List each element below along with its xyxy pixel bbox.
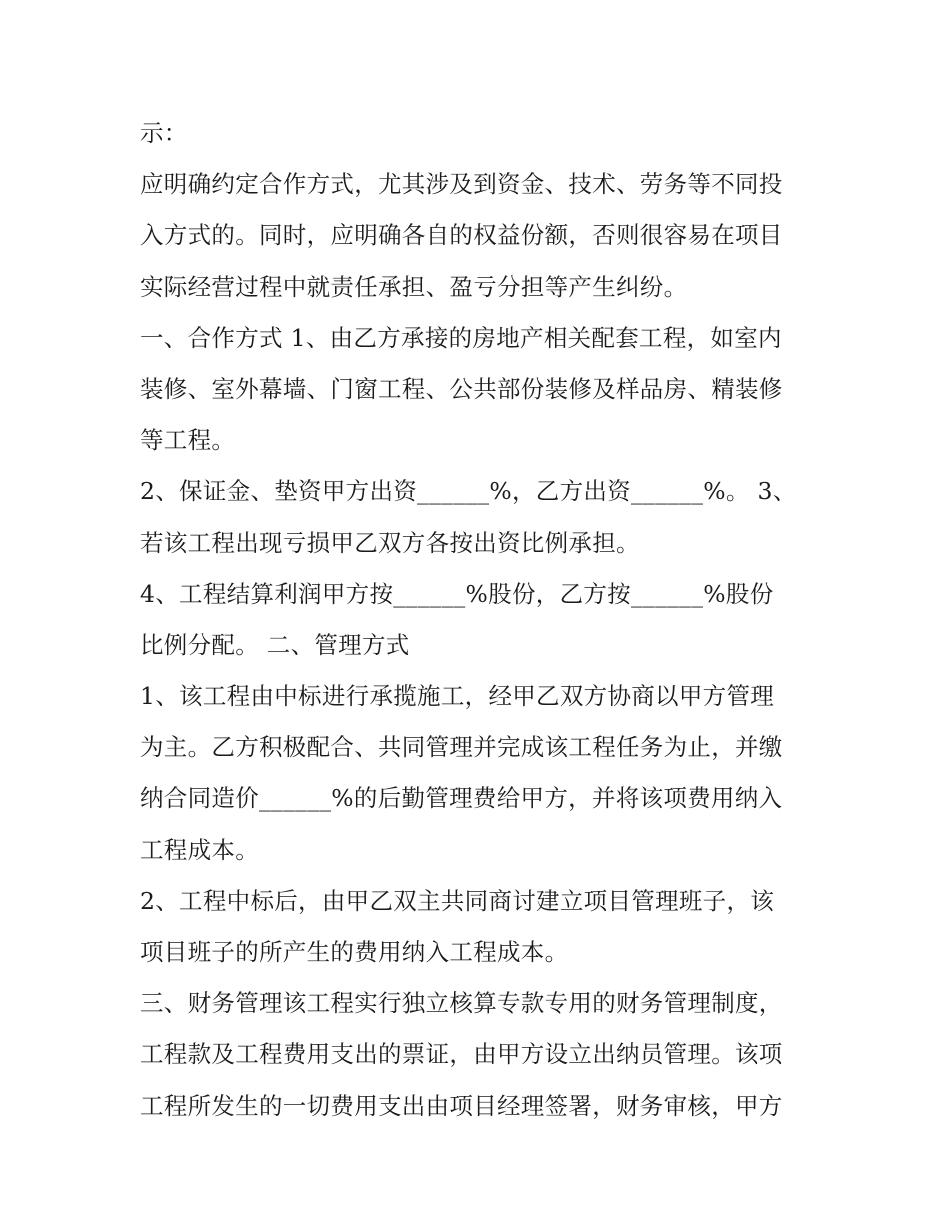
text-line: 应明确约定合作方式，尤其涉及到资金、技术、劳务等不同投 bbox=[140, 170, 783, 199]
text-line: 等工程。 bbox=[140, 426, 236, 455]
text-line: 2、工程中标后，由甲乙双主共同商讨建立项目管理班子，该 bbox=[140, 886, 775, 915]
text-line: 项目班子的所产生的费用纳入工程成本。 bbox=[140, 938, 569, 966]
text-line: 2、保证金、垫资甲方出资______%，乙方出资______%。 3、 bbox=[140, 477, 797, 506]
text-line: 比例分配。 二、管理方式 bbox=[140, 630, 410, 659]
text-line: 4、工程结算利润甲方按______%股份，乙方按______%股份 bbox=[140, 579, 774, 608]
document-body bbox=[140, 108, 820, 1132]
text-line: 1、该工程由中标进行承揽施工，经甲乙双方协商以甲方管理 bbox=[140, 682, 775, 711]
text-line: 工程成本。 bbox=[140, 835, 259, 864]
text-line: 实际经营过程中就责任承担、盈亏分担等产生纠纷。 bbox=[140, 272, 688, 301]
text-line: 入方式的。同时，应明确各自的权益份额，否则很容易在项目 bbox=[140, 221, 783, 250]
text-line: 三、财务管理该工程实行独立核算专款专用的财务管理制度， bbox=[140, 989, 783, 1018]
text-line: 若该工程出现亏损甲乙双方各按出资比例承担。 bbox=[140, 528, 640, 557]
text-line: 装修、室外幕墙、门窗工程、公共部份装修及样品房、精装修 bbox=[140, 374, 783, 403]
text-line: 一、合作方式 1、由乙方承接的房地产相关配套工程，如室内 bbox=[140, 323, 782, 352]
text-line: 工程所发生的一切费用支出由项目经理签署，财务审核，甲方 bbox=[140, 1091, 783, 1120]
text-line: 工程款及工程费用支出的票证，由甲方设立出纳员管理。该项 bbox=[140, 1040, 783, 1069]
text-line: 纳合同造价______%的后勤管理费给甲方，并将该项费用纳入 bbox=[140, 784, 783, 813]
text-line: 为主。乙方积极配合、共同管理并完成该工程任务为止，并缴 bbox=[140, 733, 783, 762]
text-line: 示： bbox=[140, 119, 188, 147]
